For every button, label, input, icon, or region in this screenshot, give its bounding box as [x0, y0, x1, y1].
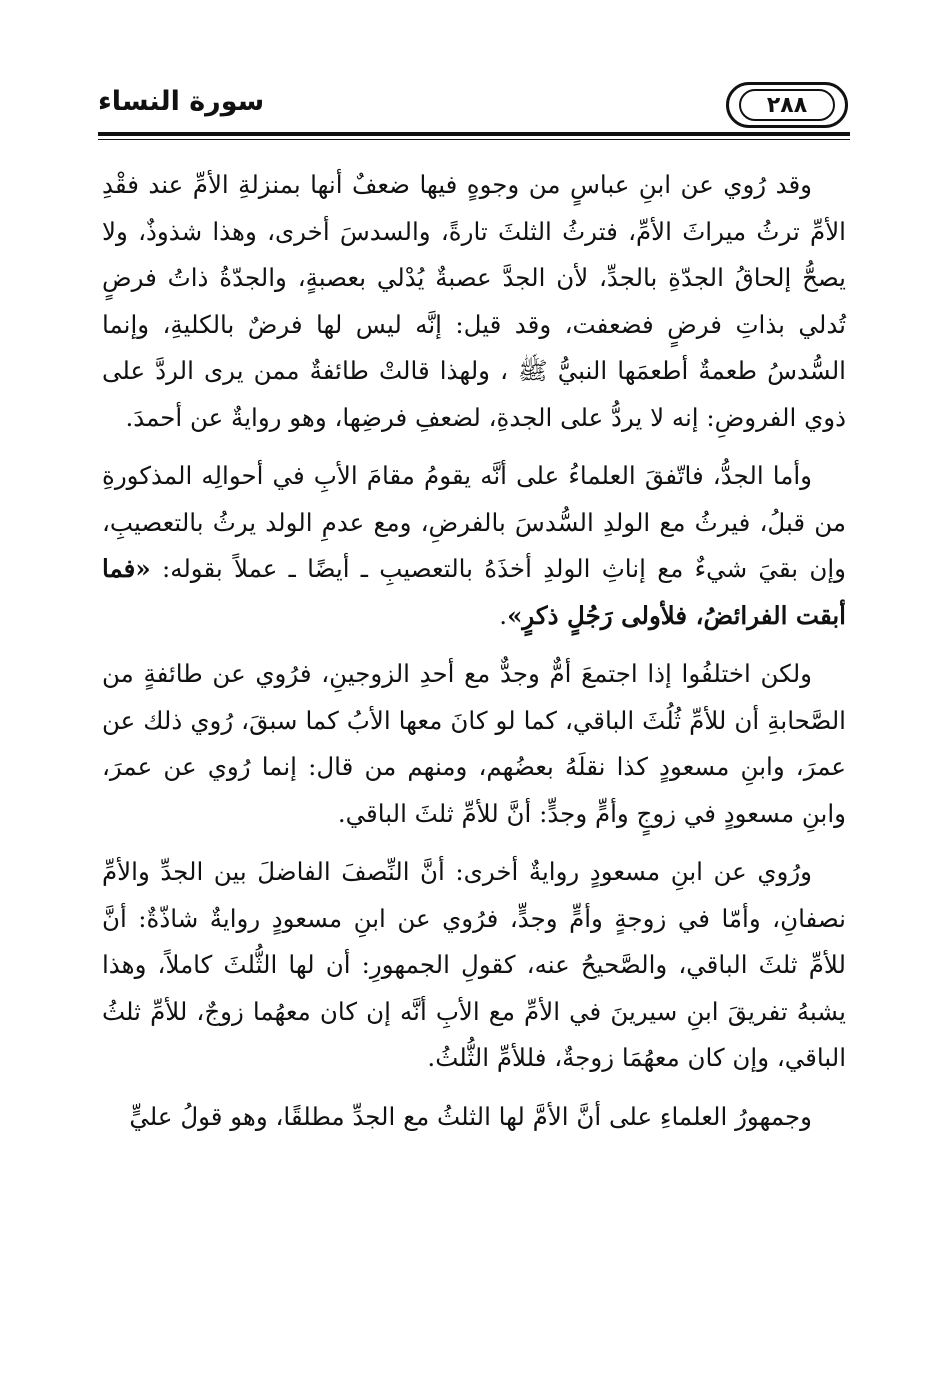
paragraph-4-text: ورُوي عن ابنِ مسعودٍ روايةٌ أخرى: أنَّ النِّصفَ الفاضلَ بين الجدِّ والأمِّ نصفانِ، وأمّا في زوجةٍ وأمٍّ وجدٍّ، فرُوي عن ابنِ مسعودٍ روايةٌ شاذّةٌ: أنَّ للأمِّ ثلثَ الباقي، والصَّحيحُ عنه، كقولِ الجمهورِ: أن لها الثُّلثَ كاملاً، وهذا يشبهُ تفريقَ ابنِ سيرينَ في الأمِّ مع الأبِ أنَّه إن كان معهُما زوجٌ، للأمِّ ثلثُ الباقي، وإن كان معهُمَا زوجةٌ، فللأمِّ الثُّلثُ.: [102, 857, 846, 1072]
paragraph-5-text: وجمهورُ العلماءِ على أنَّ الأمَّ لها الثلثُ مع الجدِّ مطلقًا، وهو قولُ عليٍّ: [129, 1101, 812, 1131]
header-rule-thin: [98, 139, 850, 140]
paragraph-1: [102, 162, 846, 441]
surah-title: سورة النساء: [98, 86, 265, 117]
paragraph-5: [102, 1094, 846, 1141]
paragraph-2-tail: .: [499, 600, 508, 630]
header-rule-thick: [98, 132, 850, 136]
hadith-quote: «فما أبقت الفرائضُ، فلأولى رَجُلٍ ذكرٍ»: [102, 554, 846, 630]
page-number-badge: [726, 82, 848, 128]
paragraph-4: [102, 849, 846, 1082]
paragraph-3-text: ولكن اختلفُوا إذا اجتمعَ أمٌّ وجدٌّ مع أحدِ الزوجينِ، فرُوي عن طائفةٍ من الصَّحابةِ أن للأمِّ ثُلُثَ الباقي، كما لو كانَ معها الأبُ كما سبقَ، رُوي ذلك عن عمرَ، وابنِ مسعودٍ كذا نقلَهُ بعضُهم، ومنهم من قال: إنما رُوي عن عمرَ، وابنِ مسعودٍ في زوجٍ وأمٍّ وجدٍّ: أنَّ للأمِّ ثلثَ الباقي.: [102, 659, 846, 828]
paragraph-2: [102, 453, 846, 639]
paragraph-1-text: وقد رُوي عن ابنِ عباسٍ من وجوهٍ فيها ضعفٌ أنها بمنزلةِ الأمِّ عند فقْدِ الأمِّ ترثُ ميراثَ الأمِّ، فترثُ الثلثَ تارةً، والسدسَ أخرى، وهذا شذوذٌ، ولا يصحُّ إلحاقُ الجدّةِ بالجدِّ، لأن الجدَّ عصبةٌ يُدْلي بعصبةٍ، والجدّةُ ذاتُ فرضٍ تُدلي بذاتِ فرضٍ فضعفت، وقد قيل: إنَّه ليس لها فرضٌ بالكليةِ، وإنما السُّدسُ طعمةٌ أطعمَها النبيُّ ﷺ ، ولهذا قالتْ طائفةٌ ممن يرى الردَّ على ذوي الفروضِ: إنه لا يردُّ على الجدةِ، لضعفِ فرضِها، وهو روايةٌ عن أحمدَ.: [102, 170, 846, 432]
page-number: ٢٨٨: [739, 89, 835, 121]
page-header: [98, 80, 850, 140]
paragraph-3: [102, 651, 846, 837]
paragraph-2-text: وأما الجدُّ، فاتّفقَ العلماءُ على أنَّه يقومُ مقامَ الأبِ في أحوالِه المذكورةِ من قبلُ، فيرثُ مع الولدِ السُّدسَ بالفرضِ، ومع عدمِ الولد يرثُ بالتعصيبِ، وإن بقيَ شيءٌ مع إناثِ الولدِ أخذَهُ بالتعصيبِ ـ أيضًا ـ عملاً بقوله:: [102, 461, 846, 583]
body-text: [102, 162, 846, 1140]
